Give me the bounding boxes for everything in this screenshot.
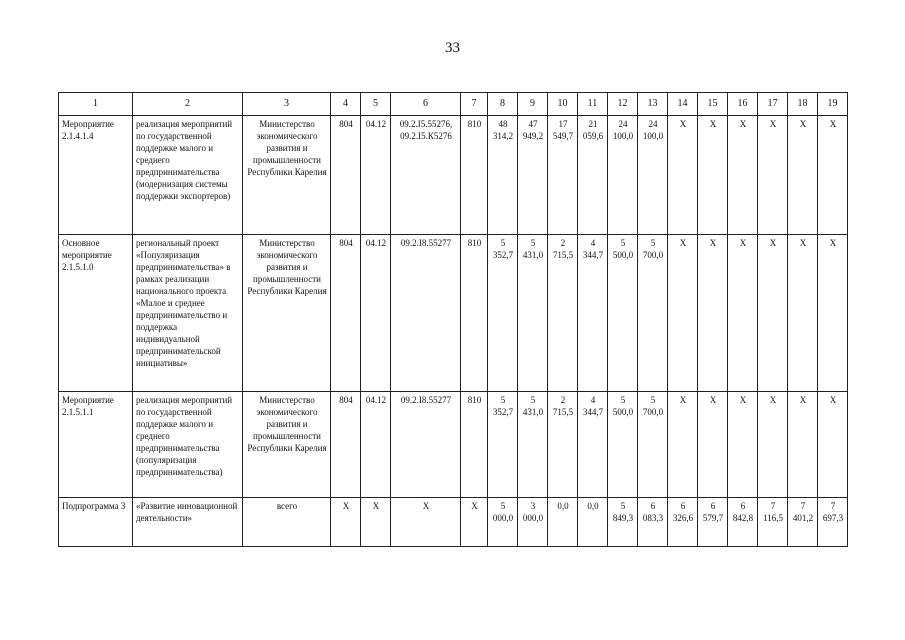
value-cell: Х: [818, 235, 848, 392]
value-cell: Х: [668, 116, 698, 235]
table-row: [59, 498, 848, 547]
header-cell: 18: [788, 93, 818, 116]
header-cell: 1: [59, 93, 133, 116]
row-code-cell: Мероприятие 2.1.4.1.4: [59, 116, 133, 235]
value-cell: Х: [391, 498, 461, 547]
value-cell: 3 000,0: [518, 498, 548, 547]
row-executor-cell: Министерство экономического развития и промышленности Республики Карелия: [243, 116, 331, 235]
header-cell: 17: [758, 93, 788, 116]
value-cell: 6 579,7: [698, 498, 728, 547]
value-cell: 09.2.I8.55277: [391, 392, 461, 498]
table-row: [59, 116, 848, 235]
header-cell: 13: [638, 93, 668, 116]
value-cell: 5 431,0: [518, 392, 548, 498]
header-cell: 2: [133, 93, 243, 116]
value-cell: 6 326,6: [668, 498, 698, 547]
row-code-cell: Мероприятие 2.1.5.1.1: [59, 392, 133, 498]
value-cell: 0,0: [548, 498, 578, 547]
value-cell: 804: [331, 235, 361, 392]
value-cell: 5 500,0: [608, 235, 638, 392]
value-cell: 2 715,5: [548, 392, 578, 498]
value-cell: 17 549,7: [548, 116, 578, 235]
value-cell: 04.12: [361, 235, 391, 392]
value-cell: 5 500,0: [608, 392, 638, 498]
value-cell: 4 344,7: [578, 392, 608, 498]
header-cell: 9: [518, 93, 548, 116]
value-cell: Х: [698, 392, 728, 498]
row-name-cell: реализация мероприятий по государственной поддержке малого и среднего предпринимательства (популяризация предпринимательства): [133, 392, 243, 498]
row-executor-cell: Министерство экономического развития и промышленности Республики Карелия: [243, 235, 331, 392]
row-code-cell: Основное мероприятие 2.1.5.1.0: [59, 235, 133, 392]
value-cell: 2 715,5: [548, 235, 578, 392]
table-row: [59, 235, 848, 392]
value-cell: 04.12: [361, 116, 391, 235]
value-cell: 7 116,5: [758, 498, 788, 547]
value-cell: Х: [698, 116, 728, 235]
value-cell: 5 849,3: [608, 498, 638, 547]
budget-table: [58, 92, 848, 547]
value-cell: 09.2.I8.55277: [391, 235, 461, 392]
value-cell: 804: [331, 116, 361, 235]
value-cell: Х: [668, 235, 698, 392]
header-cell: 10: [548, 93, 578, 116]
value-cell: Х: [331, 498, 361, 547]
value-cell: 6 842,8: [728, 498, 758, 547]
value-cell: 24 100,0: [608, 116, 638, 235]
value-cell: 24 100,0: [638, 116, 668, 235]
row-executor-cell: всего: [243, 498, 331, 547]
value-cell: 5 700,0: [638, 392, 668, 498]
value-cell: Х: [818, 116, 848, 235]
header-cell: 12: [608, 93, 638, 116]
value-cell: Х: [728, 116, 758, 235]
value-cell: 5 000,0: [488, 498, 518, 547]
header-cell: 5: [361, 93, 391, 116]
value-cell: 7 697,3: [818, 498, 848, 547]
header-cell: 16: [728, 93, 758, 116]
value-cell: Х: [758, 235, 788, 392]
value-cell: 48 314,2: [488, 116, 518, 235]
value-cell: 6 083,3: [638, 498, 668, 547]
value-cell: Х: [728, 235, 758, 392]
value-cell: 21 059,6: [578, 116, 608, 235]
value-cell: Х: [758, 392, 788, 498]
value-cell: 810: [461, 392, 488, 498]
value-cell: Х: [788, 392, 818, 498]
row-name-cell: «Развитие инновационной деятельности»: [133, 498, 243, 547]
value-cell: 04.12: [361, 392, 391, 498]
header-cell: 14: [668, 93, 698, 116]
value-cell: 7 401,2: [788, 498, 818, 547]
header-cell: 6: [391, 93, 461, 116]
value-cell: Х: [698, 235, 728, 392]
row-code-cell: Подпрограмма 3: [59, 498, 133, 547]
value-cell: Х: [461, 498, 488, 547]
value-cell: Х: [788, 116, 818, 235]
header-cell: 19: [818, 93, 848, 116]
value-cell: 5 352,7: [488, 235, 518, 392]
header-cell: 8: [488, 93, 518, 116]
header-cell: 3: [243, 93, 331, 116]
header-cell: 4: [331, 93, 361, 116]
value-cell: Х: [758, 116, 788, 235]
value-cell: Х: [818, 392, 848, 498]
row-name-cell: реализация мероприятий по государственной поддержке малого и среднего предпринимательства (модернизация системы поддержки экспортеров): [133, 116, 243, 235]
header-row: [59, 93, 848, 116]
table-row: [59, 392, 848, 498]
value-cell: 810: [461, 116, 488, 235]
value-cell: 5 700,0: [638, 235, 668, 392]
value-cell: Х: [361, 498, 391, 547]
value-cell: 804: [331, 392, 361, 498]
value-cell: 810: [461, 235, 488, 392]
page-number: 33: [445, 40, 460, 56]
row-name-cell: региональный проект «Популяризация предпринимательства» в рамках реализации национального проекта «Малое и среднее предпринимательство и поддержка индивидуальной предпринимательской инициативы»: [133, 235, 243, 392]
value-cell: Х: [728, 392, 758, 498]
header-cell: 11: [578, 93, 608, 116]
value-cell: 47 949,2: [518, 116, 548, 235]
value-cell: 0,0: [578, 498, 608, 547]
header-cell: 15: [698, 93, 728, 116]
value-cell: 4 344,7: [578, 235, 608, 392]
value-cell: 5 431,0: [518, 235, 548, 392]
value-cell: Х: [788, 235, 818, 392]
value-cell: Х: [668, 392, 698, 498]
header-cell: 7: [461, 93, 488, 116]
value-cell: 09.2.I5.55276, 09.2.I5.К5276: [391, 116, 461, 235]
value-cell: 5 352,7: [488, 392, 518, 498]
row-executor-cell: Министерство экономического развития и промышленности Республики Карелия: [243, 392, 331, 498]
